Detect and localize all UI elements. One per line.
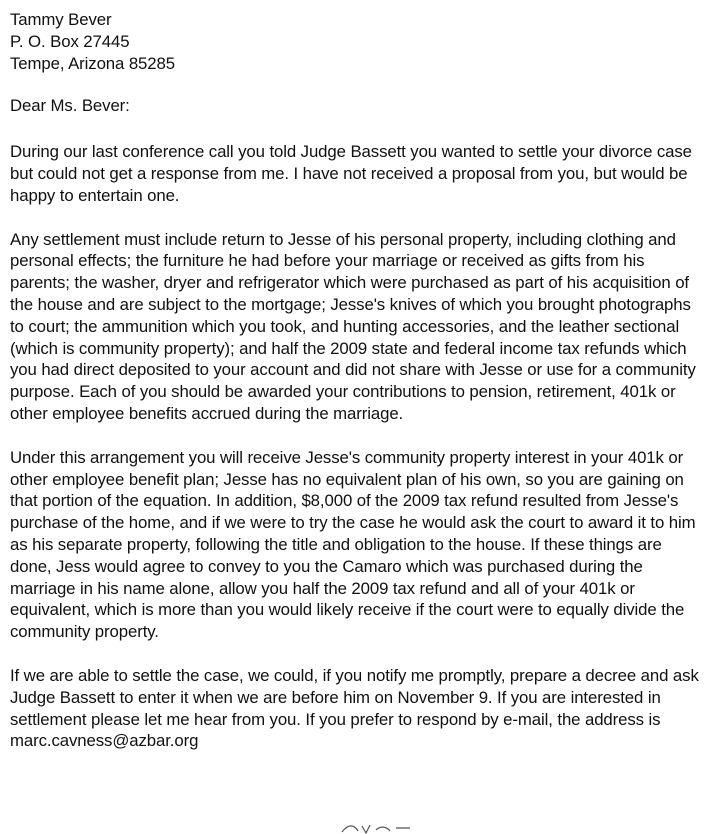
signature-fragment [340, 822, 430, 834]
sender-po-box: P. O. Box 27445 [10, 31, 130, 51]
sender-city-state-zip: Tempe, Arizona 85285 [10, 53, 175, 73]
salutation: Dear Ms. Bever: [10, 96, 130, 116]
sender-address-block [10, 9, 702, 74]
paragraph-arrangement: Under this arrangement you will receive Jesse's community property interest in your 401k or other employee benefit plan; Jesse has no equivalent plan of his own, so you are gaining on that portion of the equation. In addition, $8,000 of the 2009 tax refund resulted from Jesse's purchase of the home, and if we were to try the case he would ask the court to award it to him as his separate property, following the title and obligation to the house. If these things are done, Jess would agree to convey to you the Camaro which was purchased during the marriage in his name alone, allow you half the 2009 tax refund and all of your 401k or equivalent, which is more than you would likely receive if the court were to equally divide the community property. [10, 447, 696, 642]
paragraph-closing: If we are able to settle the case, we could, if you notify me promptly, prepare a decree and ask Judge Bassett to enter it when we are before him on November 9. If you are interested in settlement please let me hear from you. If you prefer to respond by e-mail, the address is marc.cavness@azbar.org [10, 665, 699, 751]
paragraph-conference-call: During our last conference call you told Judge Bassett you wanted to settle your divorce case but could not get a response from me. I have not received a proposal from you, but would be happy to entertain one. [10, 142, 692, 205]
letter-page [10, 9, 702, 752]
paragraph-settlement-terms: Any settlement must include return to Jesse of his personal property, including clothing and personal effects; the furniture he had before your marriage or received as gifts from his parents; the washer, dryer and refrigerator which were purchased as part of his acquisition of the house and are subject to the mortgage; Jesse's knives of which you brought photographs to court; the ammunition which you took, and hunting accessories, and the leather sectional (which is community property); and half the 2009 state and federal income tax refunds which you had direct deposited to your account and did not share with Jesse or use for a community purpose. Each of you should be awarded your contributions to pension, retirement, 401k or other employee benefits accrued during the marriage. [10, 229, 696, 423]
sender-name: Tammy Bever [10, 10, 112, 29]
